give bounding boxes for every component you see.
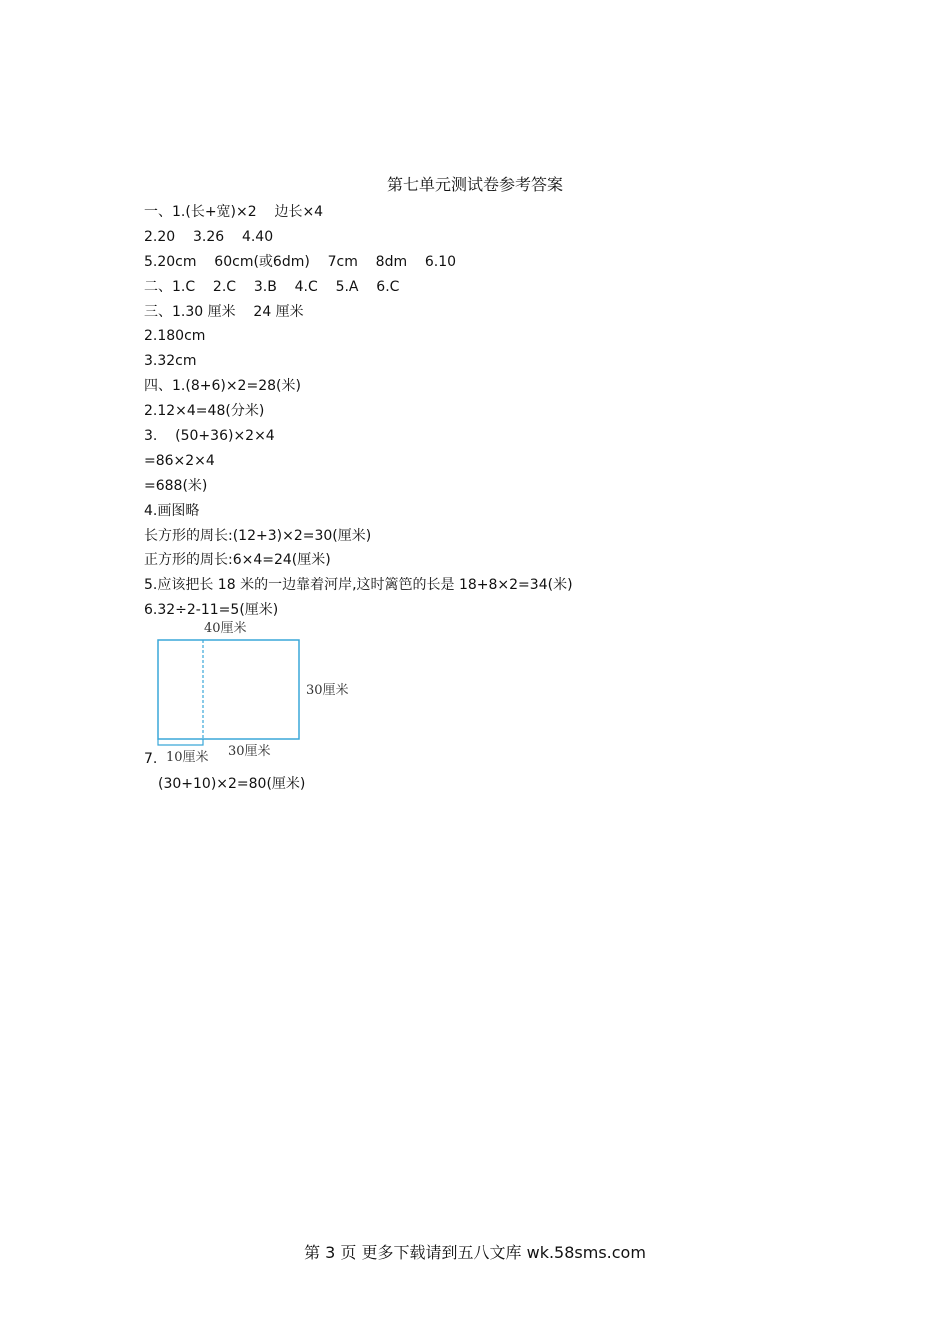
- question-7-label: 7.: [144, 751, 158, 767]
- bracket-10cm: [158, 739, 203, 745]
- answer-line: 5.应该把长 18 米的一边靠着河岸,这时篱笆的长是 18+8×2=34(米): [144, 577, 573, 594]
- answer-line: 一、1.(长+宽)×2 边长×4: [144, 204, 324, 220]
- answer-line: 2.12×4=48(分米): [144, 403, 265, 420]
- bottom-right-label: 30厘米: [228, 744, 271, 759]
- answer-line: 4.画图略: [144, 502, 200, 519]
- answer-line: =86×2×4: [144, 452, 215, 469]
- answer-line: 二、1.C 2.C 3.B 4.C 5.A 6.C: [144, 278, 400, 295]
- answer-line: 5.20cm 60cm(或6dm) 7cm 8dm 6.10: [144, 253, 457, 270]
- answer-line: 三、1.30 厘米 24 厘米: [144, 303, 304, 320]
- answer-line: 3.32cm: [144, 353, 197, 370]
- top-label: 40厘米: [204, 621, 247, 636]
- right-label: 30厘米: [306, 683, 349, 698]
- answer-line: 长方形的周长:(12+3)×2=30(厘米): [144, 527, 372, 544]
- outer-rectangle: [158, 640, 299, 739]
- rectangle-diagram: [140, 616, 370, 766]
- answer-line: 正方形的周长:6×4=24(厘米): [144, 552, 331, 569]
- page-footer: 第 3 页 更多下载请到五八文库 wk.58sms.com: [304, 1243, 646, 1262]
- answer-line: =688(米): [144, 477, 208, 494]
- answer-line: 6.32÷2-11=5(厘米): [144, 602, 279, 619]
- answer-line: 四、1.(8+6)×2=28(米): [144, 378, 301, 395]
- answer-list: [144, 200, 844, 623]
- answer-line: 2.180cm: [144, 328, 206, 345]
- bottom-left-label: 10厘米: [166, 750, 209, 765]
- question-7-calc: (30+10)×2=80(厘米): [158, 776, 306, 792]
- answer-line: 3. (50+36)×2×4: [144, 428, 275, 445]
- answer-line: 2.20 3.26 4.40: [144, 228, 274, 245]
- page-title: 第七单元测试卷参考答案: [386, 175, 563, 194]
